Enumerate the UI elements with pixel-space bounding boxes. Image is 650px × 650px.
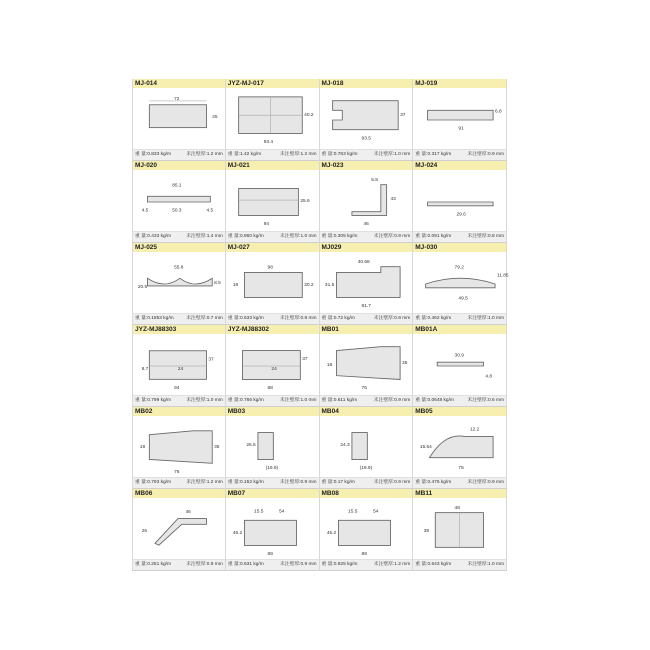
weight-spec: 重 量:0.766 kg/m [227, 398, 264, 403]
thickness-spec: 未注壁厚:0.9 mm [373, 316, 411, 321]
dimension-label: 40.2 [303, 113, 314, 119]
dimension-label: 18 [232, 282, 238, 288]
dimension-label: 48 [454, 505, 461, 511]
profile-drawing [229, 173, 316, 231]
thickness-spec: 未注壁厚:1.2 mm [186, 152, 223, 157]
profile-drawing [416, 419, 503, 477]
profile-drawing [229, 501, 316, 559]
dimension-label: 37 [208, 357, 214, 363]
profile-code: MJ-021 [226, 161, 319, 170]
profile-code: MJ-019 [413, 79, 506, 88]
dimension-label: 93.5 [361, 136, 371, 142]
profile-outline [428, 110, 494, 120]
thickness-spec: 未注壁厚:1.0 mm [186, 398, 223, 403]
dimension-label: 4.5 [141, 208, 149, 214]
dimension-label: 94 [174, 385, 180, 391]
profile-outline [428, 202, 494, 206]
dimension-label: 15.5 [347, 509, 357, 515]
profile-outline [351, 433, 366, 460]
profile-card [320, 161, 414, 243]
dimension-label: 37 [302, 357, 308, 363]
thickness-spec: 未注壁厚:1.0 mm [279, 234, 317, 239]
dimension-label: 24.3 [339, 443, 350, 449]
weight-spec: 重 量:0.462 kg/m [415, 316, 452, 321]
weight-spec: 重 量:0.305 kg/m [321, 234, 358, 239]
weight-spec: 重 量:0.611 kg/m [321, 398, 358, 403]
profile-code: MB07 [226, 489, 319, 498]
spec-footer [413, 559, 506, 570]
dimension-label: 37 [399, 113, 405, 119]
profile-card [132, 161, 226, 243]
weight-spec: 重 量:0.317 kg/m [415, 152, 452, 157]
profile-card [413, 325, 507, 407]
profile-drawing [136, 91, 222, 149]
profile-code: MJ-027 [226, 243, 319, 252]
spec-footer [226, 149, 319, 160]
weight-spec: 重 量:0.152 kg/m [227, 480, 264, 485]
dimension-label: (19.9) [359, 466, 372, 472]
dimension-label: 55.8 [174, 265, 184, 271]
dimension-label: 93.4 [263, 140, 273, 146]
dimension-label: 49.5 [458, 296, 469, 302]
dimension-label: 15.5 [253, 509, 264, 515]
weight-spec: 重 量:0.0648 kg/m [415, 398, 454, 403]
profile-card [226, 325, 320, 407]
profile-card [413, 79, 507, 161]
catalog-row [132, 407, 507, 489]
profile-drawing [229, 91, 316, 149]
dimension-label: 88 [361, 552, 367, 558]
thickness-spec: 未注壁厚:0.9 mm [373, 234, 411, 239]
dimension-label: 30.9 [454, 353, 465, 359]
profile-code: MJ-030 [413, 243, 506, 252]
profile-card [226, 489, 320, 571]
weight-spec: 重 量:0.860 kg/m [227, 234, 264, 239]
dimension-label: 15.64 [420, 445, 433, 450]
dimension-label: 75 [458, 466, 465, 472]
spec-footer [133, 559, 225, 570]
profile-code: MJ-025 [133, 243, 225, 252]
profile-outline [149, 351, 206, 380]
profile-drawing [136, 337, 222, 395]
dimension-label: 35 [214, 445, 220, 450]
dimension-label: 8.5 [214, 281, 221, 286]
weight-spec: 重 量:1.42 kg/m [227, 152, 262, 157]
profile-code: MB02 [133, 407, 225, 416]
dimension-label: 35 [401, 361, 407, 367]
profile-outline [238, 189, 298, 216]
spec-footer [320, 313, 413, 324]
dimension-label: 76 [361, 386, 367, 392]
profile-outline [149, 431, 212, 463]
profile-drawing [416, 337, 503, 395]
profile-code: MJ-014 [133, 79, 225, 88]
dimension-label: 18 [326, 363, 332, 368]
dimension-label: 29.6 [456, 212, 467, 218]
profile-drawing [136, 419, 222, 477]
profile-outline [155, 519, 206, 546]
dimension-label: 40.68 [357, 259, 370, 265]
weight-spec: 重 量:0.799 kg/m [135, 398, 171, 403]
dimension-label: 46.2 [326, 530, 336, 536]
spec-footer [320, 231, 413, 242]
spec-footer [413, 149, 506, 160]
profile-drawing [323, 337, 410, 395]
profile-drawing [416, 501, 503, 559]
dimension-label: 25.6 [300, 199, 310, 204]
spec-footer [226, 559, 319, 570]
dimension-label: 26 [141, 528, 148, 534]
dimension-label: 5.8 [370, 177, 378, 183]
spec-footer [320, 149, 413, 160]
profile-card [320, 489, 414, 571]
profile-outline [437, 362, 483, 366]
profile-card [320, 79, 414, 161]
thickness-spec: 未注壁厚:0.9 mm [373, 480, 411, 485]
dimension-label: 11.85 [497, 273, 509, 279]
thickness-spec: 未注壁厚:0.9 mm [279, 562, 317, 567]
profile-outline [258, 433, 273, 460]
thickness-spec: 未注壁厚:1.2 mm [279, 152, 317, 157]
profile-drawing [416, 91, 503, 149]
dimension-label: 25 [212, 115, 218, 121]
weight-spec: 重 量:0.251 kg/m [135, 562, 171, 567]
profile-code: MJ029 [320, 243, 413, 252]
profile-card [226, 161, 320, 243]
thickness-spec: 未注壁厚:1.0 mm [279, 398, 317, 403]
profile-outline [336, 347, 400, 380]
dimension-label: 79.2 [454, 265, 465, 271]
profile-card [226, 243, 320, 325]
profile-card [132, 407, 226, 489]
dimension-label: 94 [263, 222, 269, 228]
profile-code: MB04 [320, 407, 413, 416]
profile-code: JYZ-MJ88302 [226, 325, 319, 334]
profile-drawing [136, 501, 222, 559]
profile-card [226, 407, 320, 489]
catalog-row [132, 161, 507, 243]
profile-card [413, 407, 507, 489]
dimension-label: 39 [423, 528, 430, 534]
spec-footer [133, 149, 225, 160]
profile-code: MB05 [413, 407, 506, 416]
dimension-label: 91 [458, 126, 465, 132]
dimension-label: 43 [389, 197, 396, 203]
weight-spec: 重 量:0.763 kg/m [321, 152, 358, 157]
dimension-label: 98 [267, 265, 273, 271]
dimension-label: 20.5 [137, 284, 148, 290]
profile-code: MB03 [226, 407, 319, 416]
dimension-label: 89 [267, 552, 273, 558]
profile-code: MB06 [133, 489, 225, 498]
profile-card [320, 407, 414, 489]
profile-code: MJ-024 [413, 161, 506, 170]
profile-card [132, 325, 226, 407]
profile-card [132, 243, 226, 325]
weight-spec: 重 量:0.091 kg/m [415, 234, 452, 239]
thickness-spec: 未注壁厚:1.0 mm [467, 316, 504, 321]
profile-code: MB01A [413, 325, 506, 334]
profile-outline [147, 196, 210, 202]
profile-drawing [323, 255, 410, 313]
profile-card [413, 489, 507, 571]
thickness-spec: 未注壁厚:0.7 mm [186, 316, 223, 321]
thickness-spec: 未注壁厚:1.0 mm [373, 152, 411, 157]
profile-code: MB01 [320, 325, 413, 334]
weight-spec: 重 量:0.643 kg/m [415, 562, 452, 567]
dimension-label: 46.2 [232, 530, 242, 536]
dimension-label: 26.5 [246, 443, 256, 449]
thickness-spec: 未注壁厚:0.6 mm [467, 398, 504, 403]
profile-card [226, 79, 320, 161]
profile-code: JYZ-MJ88303 [133, 325, 225, 334]
spec-footer [226, 231, 319, 242]
thickness-spec: 未注壁厚:0.8 mm [467, 234, 504, 239]
profile-code: MJ-018 [320, 79, 413, 88]
dimension-label: 12.2 [470, 427, 480, 433]
spec-footer [320, 395, 413, 406]
profile-drawing [136, 255, 222, 313]
thickness-spec: 未注壁厚:1.0 mm [467, 562, 504, 567]
profile-code: MB11 [413, 489, 506, 498]
spec-footer [133, 395, 225, 406]
thickness-spec: 未注壁厚:0.8 mm [279, 316, 317, 321]
dimension-label: 50.3 [172, 208, 182, 214]
catalog-row [132, 79, 507, 161]
weight-spec: 重 量:0.72 kg/m [321, 316, 355, 321]
dimension-label: 6.8 [495, 109, 502, 115]
profile-card [320, 243, 414, 325]
dimension-label: 54 [372, 509, 378, 515]
dimension-label: 8.7 [141, 366, 149, 372]
thickness-spec: 未注壁厚:1.4 mm [186, 234, 223, 239]
dimension-label: 46 [362, 222, 369, 228]
profile-outline [244, 272, 302, 297]
dimension-label: 81.7 [361, 304, 371, 310]
profile-drawing [136, 173, 222, 231]
spec-footer [226, 313, 319, 324]
profile-outline [332, 101, 398, 130]
dimension-label: 24 [271, 366, 277, 372]
weight-spec: 重 量:0.17 kg/m [321, 480, 355, 485]
weight-spec: 重 量:0.633 kg/m [227, 316, 264, 321]
dimension-label: 76 [174, 469, 180, 475]
dimension-label: 46 [185, 509, 191, 515]
thickness-spec: 未注壁厚:1.2 mm [186, 480, 223, 485]
thickness-spec: 未注壁厚:0.9 mm [373, 398, 411, 403]
thickness-spec: 未注壁厚:1.2 mm [373, 562, 411, 567]
profile-code: MJ-023 [320, 161, 413, 170]
profile-outline [351, 185, 386, 216]
profile-card [413, 161, 507, 243]
dimension-label: 85.1 [172, 183, 182, 189]
profile-drawing [416, 173, 503, 231]
thickness-spec: 未注壁厚:0.9 mm [186, 562, 223, 567]
profile-outline [242, 351, 300, 380]
spec-footer [226, 395, 319, 406]
catalog-row [132, 489, 507, 571]
profile-code: MB08 [320, 489, 413, 498]
spec-footer [413, 395, 506, 406]
spec-footer [133, 313, 225, 324]
thickness-spec: 未注壁厚:0.9 mm [279, 480, 317, 485]
spec-footer [413, 231, 506, 242]
profile-outline [147, 278, 212, 286]
thickness-spec: 未注壁厚:0.9 mm [467, 152, 504, 157]
spec-footer [413, 313, 506, 324]
dimension-label: 24 [177, 366, 184, 372]
thickness-spec: 未注壁厚:0.9 mm [467, 480, 504, 485]
profile-drawing [229, 255, 316, 313]
profile-drawing [229, 337, 316, 395]
weight-spec: 重 量:0.476 kg/m [415, 480, 452, 485]
dimension-label: 4.5 [206, 208, 214, 214]
dimension-label: 54 [278, 509, 285, 515]
profile-outline [430, 436, 494, 458]
profile-drawing [416, 255, 509, 313]
dimension-label: 72 [174, 96, 180, 102]
profile-drawing [323, 91, 410, 149]
spec-footer [320, 477, 413, 488]
profile-card [132, 79, 226, 161]
weight-spec: 重 量:0.631 kg/m [227, 562, 264, 567]
spec-footer [133, 231, 225, 242]
dimension-label: 4.8 [485, 374, 493, 380]
profile-drawing [323, 173, 410, 231]
profile-card [320, 325, 414, 407]
profile-code: MJ-020 [133, 161, 225, 170]
weight-spec: 重 量:0.433 kg/m [135, 234, 171, 239]
spec-footer [320, 559, 413, 570]
spec-footer [413, 477, 506, 488]
dimension-label: 31.5 [324, 282, 334, 288]
dimension-label: (19.9) [265, 466, 278, 472]
profile-card [132, 489, 226, 571]
catalog-row [132, 243, 507, 325]
weight-spec: 重 量:0.1853 kg/m [135, 316, 174, 321]
profile-card [413, 243, 507, 325]
weight-spec: 重 量:0.833 kg/m [135, 152, 171, 157]
profile-outline [338, 520, 390, 545]
dimension-label: 88 [267, 386, 273, 392]
spec-footer [133, 477, 225, 488]
profile-code: JYZ-MJ-017 [226, 79, 319, 88]
profile-outline [336, 267, 400, 298]
spec-footer [226, 477, 319, 488]
profile-drawing [229, 419, 316, 477]
dimension-label: 18 [139, 445, 146, 450]
profile-outline [244, 520, 296, 545]
dimension-label: 30.2 [303, 282, 314, 288]
profile-outline [149, 105, 206, 128]
weight-spec: 重 量:0.825 kg/m [321, 562, 358, 567]
weight-spec: 重 量:0.793 kg/m [135, 480, 171, 485]
profile-outline [426, 278, 495, 288]
profile-catalog-sheet [132, 79, 507, 571]
catalog-row [132, 325, 507, 407]
profile-drawing [323, 501, 410, 559]
profile-drawing [323, 419, 410, 477]
